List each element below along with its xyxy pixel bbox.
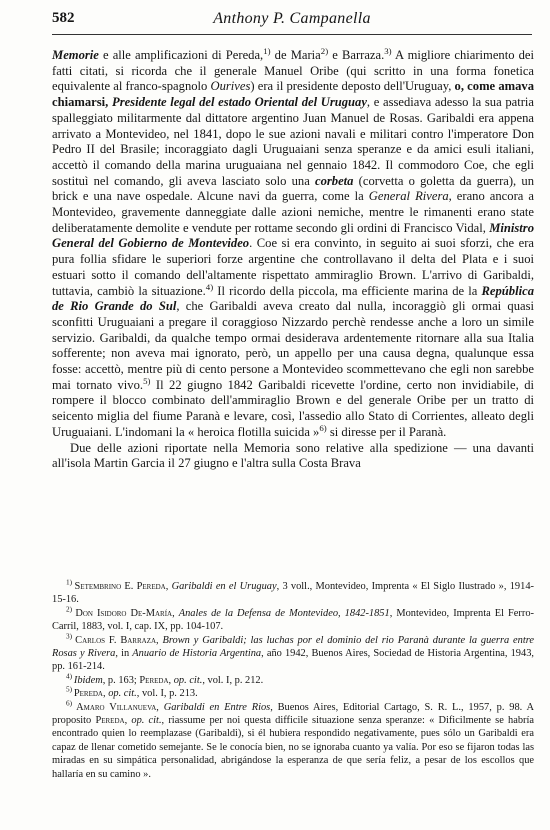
text-run: Don Isidoro De-María <box>75 607 173 619</box>
text-run: 6) <box>66 699 77 708</box>
text-run: Anuario de Historia Argentina <box>132 648 262 660</box>
text-run: Memorie <box>52 48 99 62</box>
text-run: 5) <box>143 375 151 386</box>
text-run: Pereda <box>73 688 103 700</box>
text-run: 4) <box>205 281 214 292</box>
footnote-1: $^{1)}$ Setembrino E. Pereda, Garibaldi en el Uruguay, 3 voll., Montevideo, Imprenta « El Siglo Ilustrado », 1914-15-16. <box>52 578 534 606</box>
text-run: Ministro General del Gobierno de Montevideo <box>52 220 534 251</box>
text-run: 2) <box>66 605 76 614</box>
text-run: Anales de la Defensa de Montevideo, 1842-1851 <box>178 607 390 619</box>
text-run: Pereda <box>95 715 125 727</box>
text-run: op. cit. <box>173 674 203 686</box>
text-run: Ibidem <box>73 674 103 686</box>
footnote-4: $^{4)}$ Ibidem, p. 163; Pereda, op. cit., vol. I, p. 212. <box>66 672 264 686</box>
text-run: República de Rio Grande do Sul <box>52 283 534 314</box>
footnote-6: $^{6)}$ Amaro Villanueva, Garibaldi en Entre Rios, Buenos Aires, Editorial Cartago, S. R. L., 1957, p. 98. A proposito Pereda, op. cit., riassume per noi questa difficile situazione senza speranze: « Dificilmente se habría encontrado quien lo reemplazase (Garibaldi), si él hubiera respondido negativamente, pues sólo un Garibaldi era capaz de llenar cometido semejante. Se le conocía bien, no se ignoraba cuanto ya valía. Por eso se fijaron todas las miradas en su simpática personalidad, abrigándose la esperanza de que sería feliz, a pesar de los escollos que hallaría en su camino ». <box>52 699 535 780</box>
text-run: General Rivera <box>368 189 449 204</box>
text-run: Garibaldi en el Uruguay <box>171 581 277 592</box>
text-run: op. cit. <box>131 715 162 727</box>
paragraph-2: Due delle azioni riportate nella Memoria sono relative alla spedizione — una davanti all'isola Martin Garcia il 27 giugno e l'altra sulla Costa Brava <box>52 440 534 471</box>
paragraph-1: Memorie e alle amplificazioni di Pereda,$^{1)}$ de Maria$^{2)}$ e Barraza.$^{3)}$ A migliore chiarimento dei fatti citati, si ricorda che il generale Manuel Oribe (qui scritto in una forma fonetica equivalente al franco-spagnolo Ourives) era il presidente deposto dell'Uruguay, o, come amava chiamarsi, Presidente legal del estado Oriental del Uruguay, e assediava adesso la sua patria spalleggiato militarmente dal dittatore argentino Juan Manuel de Rosas. Garibaldi era appena arrivato a Montevideo, nel 1841, dopo le sue azioni navali e militari contro l'imperatore Don Pedro II del Brasile; incoraggiato dagli Uruguaiani senza speranze e da amici esuli italiani, accettò il comando della marina uruguaiana nel gennaio 1842. Il commodoro Coe, che egli sostituì nel comando, gli aveva lasciato solo una corbeta (corvetta o goletta da guerra), un brick e una nave ospedale. Alcune navi da guerra, come la General Rivera, erano ancora a Montevideo, gravemente danneggiate dalle azioni nemiche, mentre le rimanenti erano state deliberatamente demolite e vendute per rottame secondo gli ordini di Francisco Vidal, Ministro General del Gobierno de Montevideo. Coe si era convinto, in seguito ai suoi sforzi, che era pura follia sfidare le superiori forze argentine che controllavano il delta del Plata e i suoi estuari sotto il comando dell'altamente rispettato ammiraglio Brown. L'arrivo di Garibaldi, tuttavia, cambiò la situazione.$^{4)}$ Il ricordo della piccola, ma efficiente marina de la República de Rio Grande do Sul, che Garibaldi aveva creato dal nulla, incoraggiò gli ormai quasi sconfitti Uruguaiani a pregare il coraggioso Nizzardo perchè rendesse anche a loro un simile servizio. Garibaldi, da qualche tempo ormai desiderava ardentemente ritornare alla sua Italia sofferente; non aveva mai ignorato, però, un appello per una causa degna, qualunque essa fosse: accettò, mentre più di cento persone a Montevideo scommettevano che egli non sarebbe mai tornato vivo.$^{5)}$ Il 22 giugno 1842 Garibaldi ricevette l'ordine, certo non invidiabile, di rompere il blocco combinato dell'ammiraglio Brown e del generale Oribe per un tratto di seicento miglia del fiume Paranà e levare, così, l'assedio allo Stato di Corrientes, alleato degli Uruguaiani. L'indomani la « heroica flotilla suicida »$^{6)}$ si diresse per il Paranà. <box>52 45 535 439</box>
text-run: 1) <box>66 578 75 587</box>
text-run: Setembrino E. Pereda <box>74 581 166 592</box>
text-run: 6) <box>319 422 327 433</box>
text-run: o, come amava chiamarsi, <box>52 79 535 110</box>
text-run: 5) <box>66 685 74 694</box>
text-run: 3) <box>384 45 392 56</box>
text-run: 1) <box>263 45 271 56</box>
footnotes <box>52 580 534 781</box>
text-run: 4) <box>66 672 74 681</box>
text-run: corbeta <box>315 173 354 188</box>
footnote-5: $^{5)}$ Pereda, op. cit., vol. I, p. 213. <box>66 685 198 700</box>
page-number: 582 <box>52 10 75 26</box>
text-run: Pereda <box>139 674 169 686</box>
footnote-2: $^{2)}$ Don Isidoro De-María, Anales de la Defensa de Montevideo, 1842-1851, Montevideo, Imprenta El Ferro-Carril, 1883, vol. I, cap. IX, pp. 104-107. <box>52 605 534 633</box>
text-run: Carlos F. Barraza <box>75 634 157 646</box>
page-header <box>52 10 532 32</box>
text-run: Garibaldi en Entre Rios <box>163 701 271 713</box>
text-run: 2) <box>320 45 329 56</box>
text-run: Amaro Villanueva <box>76 701 157 713</box>
text-run: Ourives <box>210 79 251 94</box>
running-title: Anthony P. Campanella <box>213 10 371 27</box>
main-text <box>52 45 535 472</box>
text-run: op. cit. <box>108 688 137 700</box>
text-run: 3) <box>66 632 76 641</box>
text-run: Brown y Garibaldi; las luchas por el dominio del rio Paranà durante la guerra entre Rosas y Rivera <box>52 634 535 660</box>
text-run: Presidente legal del estado Oriental del Uruguay <box>112 95 367 110</box>
footnote-3: $^{3)}$ Carlos F. Barraza, Brown y Garibaldi; las luchas por el dominio del rio Paranà durante la guerra entre Rosas y Rivera, in Anuario de Historia Argentina, año 1942, Buenos Aires, Sociedad de Historia Argentina, 1943, pp. 161-214. <box>52 632 535 673</box>
header-rule <box>52 34 532 35</box>
